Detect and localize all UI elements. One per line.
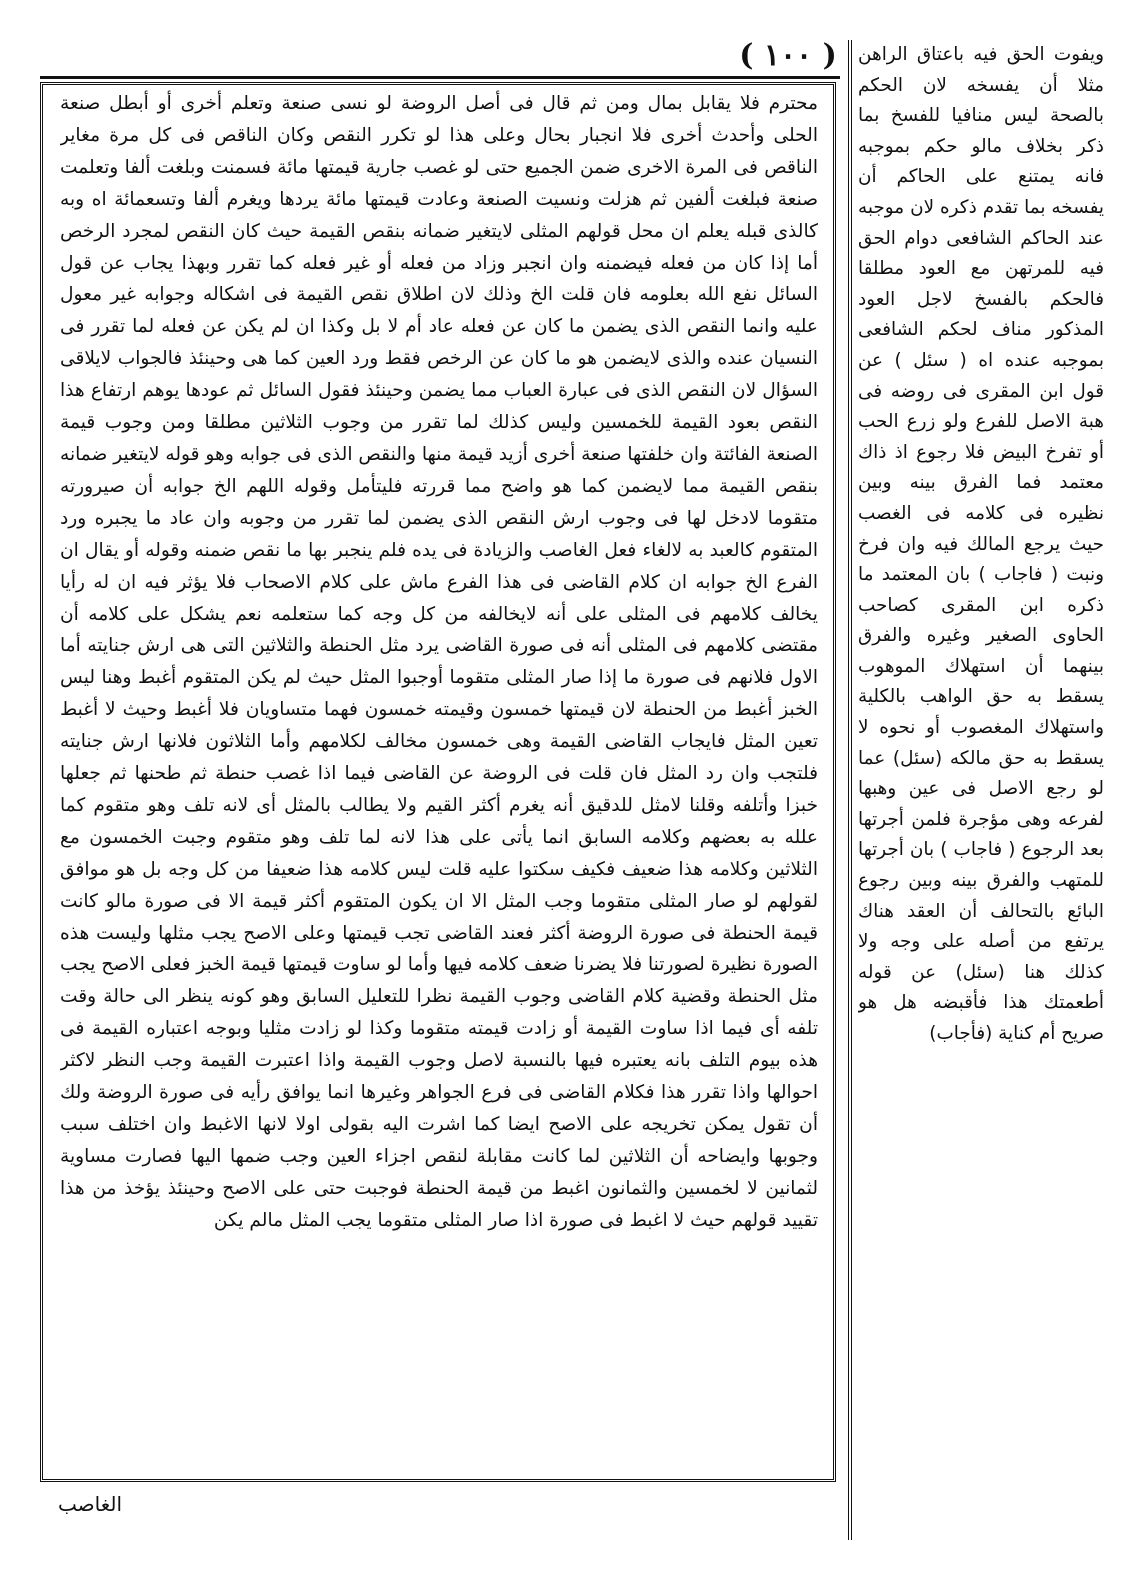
top-rule [40,76,840,79]
page-number: ( ١٠٠ ) [739,38,837,73]
catchword: الغاصب [58,1492,123,1516]
column-divider [848,40,852,1540]
main-text-block: محترم فلا يقابل بمال ومن ثم قال فى أصل الروضة لو نسى صنعة وتعلم أخرى أو أبطل صنعة الحلى وأحدث أخرى فلا انجبار بحال وعلى هذا لو تكرر النقص وكان الناقص فى كل مرة مغاير الناقص فى المرة الاخرى ضمن الجميع حتى لو غصب جارية قيمتها مائة فسمنت وبلغت ألفا وتعلمت صنعة فبلغت ألفين ثم هزلت ونسيت الصنعة وعادت قيمتها مائة يردها ويغرم ألفا وتسعمائة اه وبه كالذى قبله يعلم ان محل قولهم المثلى لايتغير ضمانه بنقص القيمة حيث كان النقص لمجرد الرخص أما إذا كان من فعله فيضمنه وان انجبر وزاد من فعله أو غير فعله كما تقرر وبهذا يجاب عن قول السائل نفع الله بعلومه فان قلت الخ وذلك لان اطلاق نقص القيمة فى اشكاله وجوابه غير معول عليه وانما النقص الذى يضمن ما كان عن فعله عاد أم لا بل وكذا ان لم يكن عن فعله لما تقرر فى النسيان عنده والذى لايضمن هو ما كان عن الرخص فقط ورد العين كما هى وحينئذ فالجواب لايلاقى السؤال لان النقص الذى فى عبارة العباب مما يضمن وحينئذ فقول السائل ثم عودها يوهم ارتفاع هذا النقص بعود القيمة للخمسين وليس كذلك لما تقرر من وجوب الثلاثين مطلقا ومن وجوب قيمة الصنعة الفائتة وان خلفتها صنعة أخرى أزيد قيمة منها والنقص الذى فى جوابه وهو قوله لايتغير ضمانه بنقص القيمة مما لايضمن كما هو واضح مما قررته فليتأمل وقوله اللهم الخ جوابه أن صيرورته متقوما لادخل لها فى وجوب ارش النقص الذى يضمن لما تقرر من وجوبه وان عاد ما يجبره ورد المتقوم كالعبد به لالغاء فعل الغاصب والزيادة فى يده فلم ينجبر بها ما نقص ضمنه وقوله أو يقال ان الفرع الخ جوابه ان كلام القاضى فى هذا الفرع ماش على كلام الاصحاب فلا يؤثر فيه ان له رأيا يخالف كلامهم فى المثلى على أنه لايخالفه من كل وجه كما ستعلمه نعم يشكل على كلامه أن مقتضى كلامهم فى المثلى أنه فى صورة القاضى يرد مثل الحنطة والثلاثين التى هى ارش جنايته أما الاول فلانهم فى صورة ما إذا صار المثلى متقوما أوجبوا المثل حيث لم يكن المتقوم أغبط وهنا ليس الخبز أغبط من الحنطة لان قيمتها خمسون وقيمته خمسون فهما متساويان فلا أغبط وحيث لا أغبط تعين المثل فايجاب القاضى القيمة وهى خمسون مخالف لكلامهم وأما الثلاثون فلانها ارش جنايته فلتجب وان رد المثل فان قلت فى الروضة عن القاضى فيما اذا غصب حنطة ثم طحنها ثم جعلها خبزا وأتلفه وقلنا لامثل للدقيق أنه يغرم أكثر القيم ولا يطالب بالمثل أى لانه تلف وهو متقوم كما علله به بعضهم وكلامه السابق انما يأتى على هذا لانه لما تلف وهو متقوم وجبت الخمسون مع الثلاثين وكلامه هذا ضعيف فكيف سكتوا عليه قلت ليس كلامه هذا ضعيفا من كل وجه بل هو موافق لقولهم لو صار المثلى متقوما وجب المثل الا ان يكون المتقوم أكثر قيمة الا فى صورة مالو كانت قيمة الحنطة فى صورة الروضة أكثر فعند القاضى تجب قيمتها وعلى الاصح يجب مثلها وليست هذه الصورة نظيرة لصورتنا فلا يضرنا ضعف كلامه فيها وأما لو ساوت قيمتها قيمة الخبز فعلى الاصح يجب مثل الحنطة وقضية كلام القاضى وجوب القيمة نظرا للتعليل السابق وهو كونه ينظر الى حالة وقت تلفه أى فيما اذا ساوت القيمة أو زادت قيمته متقوما وكذا لو زادت مثليا وبوجه اعتباره القيمة فى هذه بيوم التلف بانه يعتبره فيها بالنسبة لاصل وجوب القيمة واذا اعتبرت القيمة وجب النظر لاكثر احوالها واذا تقرر هذا فكلام القاضى فى فرع الجواهر وغيرها انما يوافق رأيه فى صورة الروضة ولك أن تقول يمكن تخريجه على الاصح ايضا كما اشرت اليه بقولى اولا لانها الاغبط وان اختلف سبب وجوبها وايضاحه أن الثلاثين لما كانت مقابلة لنقص اجزاء العين وجب ضمها اليها فصارت مساوية لثمانين لا لخمسين والثمانون اغبط من قيمة الحنطة فوجبت حتى على الاصح وحينئذ يؤخذ من هذا تقييد قولهم حيث لا اغبط فى صورة اذا صار المثلى متقوما يجب المثل مالم يكن [60,93,818,1231]
margin-text-block: ويفوت الحق فيه باعتاق الراهن مثلا أن يفسخه لان الحكم بالصحة ليس منافيا للفسخ بما ذكر بخلاف مالو حكم بموجبه فانه يمتنع على الحاكم أن يفسخه بما تقدم ذكره لان موجبه عند الحاكم الشافعى دوام الحق فيه للمرتهن مع العود مطلقا فالحكم بالفسخ لاجل العود المذكور مناف لحكم الشافعى بموجبه عنده اه ( سئل ) عن قول ابن المقرى فى روضه فى هبة الاصل للفرع ولو زرع الحب أو تفرخ البيض فلا رجوع اذ ذاك معتمد فما الفرق بينه وبين نظيره فى كلامه فى الغصب حيث يرجع المالك فيه وان فرخ ونبت ( فاجاب ) بان المعتمد ما ذكره ابن المقرى كصاحب الحاوى الصغير وغيره والفرق بينهما أن استهلاك الموهوب يسقط به حق الواهب بالكلية واستهلاك المغصوب أو نحوه لا يسقط به حق مالكه (سئل) عما لو رجع الاصل فى عين وهبها لفرعه وهى مؤجرة فلمن أجرتها بعد الرجوع ( فاجاب ) بان أجرتها للمتهب والفرق بينه وبين رجوع البائع بالتحالف أن العقد هناك يرتفع من أصله على وجه ولا كذلك هنا (سئل) عن قوله أطعمتك هذا فأقبضه هل هو صريح أم كناية (فأجاب) [858,44,1104,1044]
